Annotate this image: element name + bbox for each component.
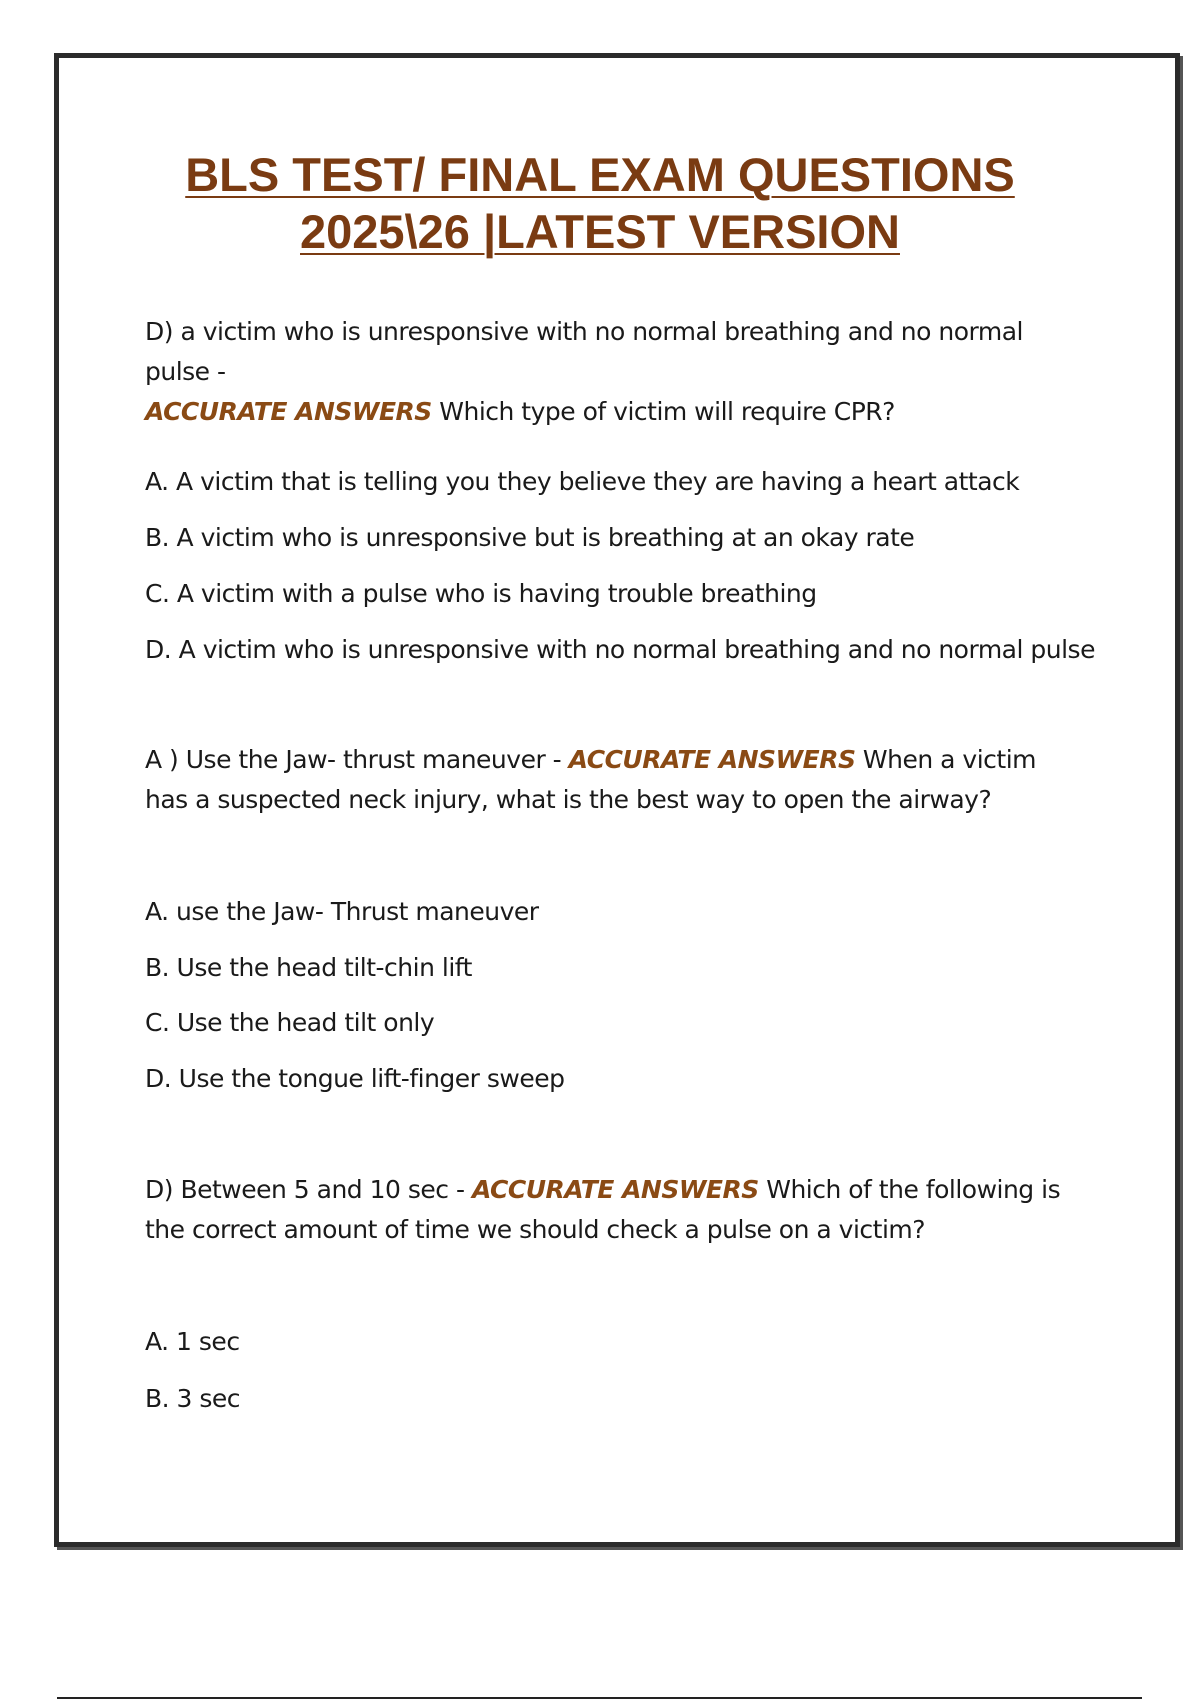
option-2b: B. Use the head tilt-chin lift: [145, 953, 472, 982]
title-line-1: BLS TEST/ FINAL EXAM QUESTIONS: [185, 148, 1015, 201]
option-2d: D. Use the tongue lift-finger sweep: [145, 1064, 565, 1093]
question-block-3: [145, 1170, 1085, 1250]
option-1b: B. A victim who is unresponsive but is breathing at an okay rate: [145, 523, 915, 552]
answer-text: D) a victim who is unresponsive with no normal breathing and no normal pulse -: [145, 317, 1023, 386]
option-1c: C. A victim with a pulse who is having trouble breathing: [145, 579, 817, 608]
accurate-answers-tag: ACCURATE ANSWERS: [568, 745, 856, 774]
accurate-answers-tag: ACCURATE ANSWERS: [145, 397, 432, 426]
title-line-2: 2025\26 |LATEST VERSION: [300, 205, 900, 258]
question-block-1: [145, 312, 1085, 432]
question-prompt: When a victim has a suspected neck injury, what is the best way to open the airway?: [145, 745, 1037, 814]
option-3a: A. 1 sec: [145, 1327, 240, 1356]
question-prompt: Which of the following is the correct amount of time we should check a pulse on a victim?: [145, 1175, 1061, 1244]
question-block-2: [145, 740, 1085, 820]
option-1a: A. A victim that is telling you they believe they are having a heart attack: [145, 467, 1020, 496]
option-1d: D. A victim who is unresponsive with no normal breathing and no normal pulse: [145, 635, 1095, 664]
page-title: [0, 146, 1200, 260]
option-2c: C. Use the head tilt only: [145, 1008, 435, 1037]
answer-text: A ) Use the Jaw- thrust maneuver -: [145, 745, 562, 774]
option-3b: B. 3 sec: [145, 1384, 241, 1413]
footer-divider: [57, 1697, 1142, 1699]
accurate-answers-tag: ACCURATE ANSWERS: [471, 1175, 759, 1204]
answer-text: D) Between 5 and 10 sec -: [145, 1175, 465, 1204]
option-2a: A. use the Jaw- Thrust maneuver: [145, 897, 539, 926]
question-prompt: Which type of victim will require CPR?: [439, 397, 895, 426]
